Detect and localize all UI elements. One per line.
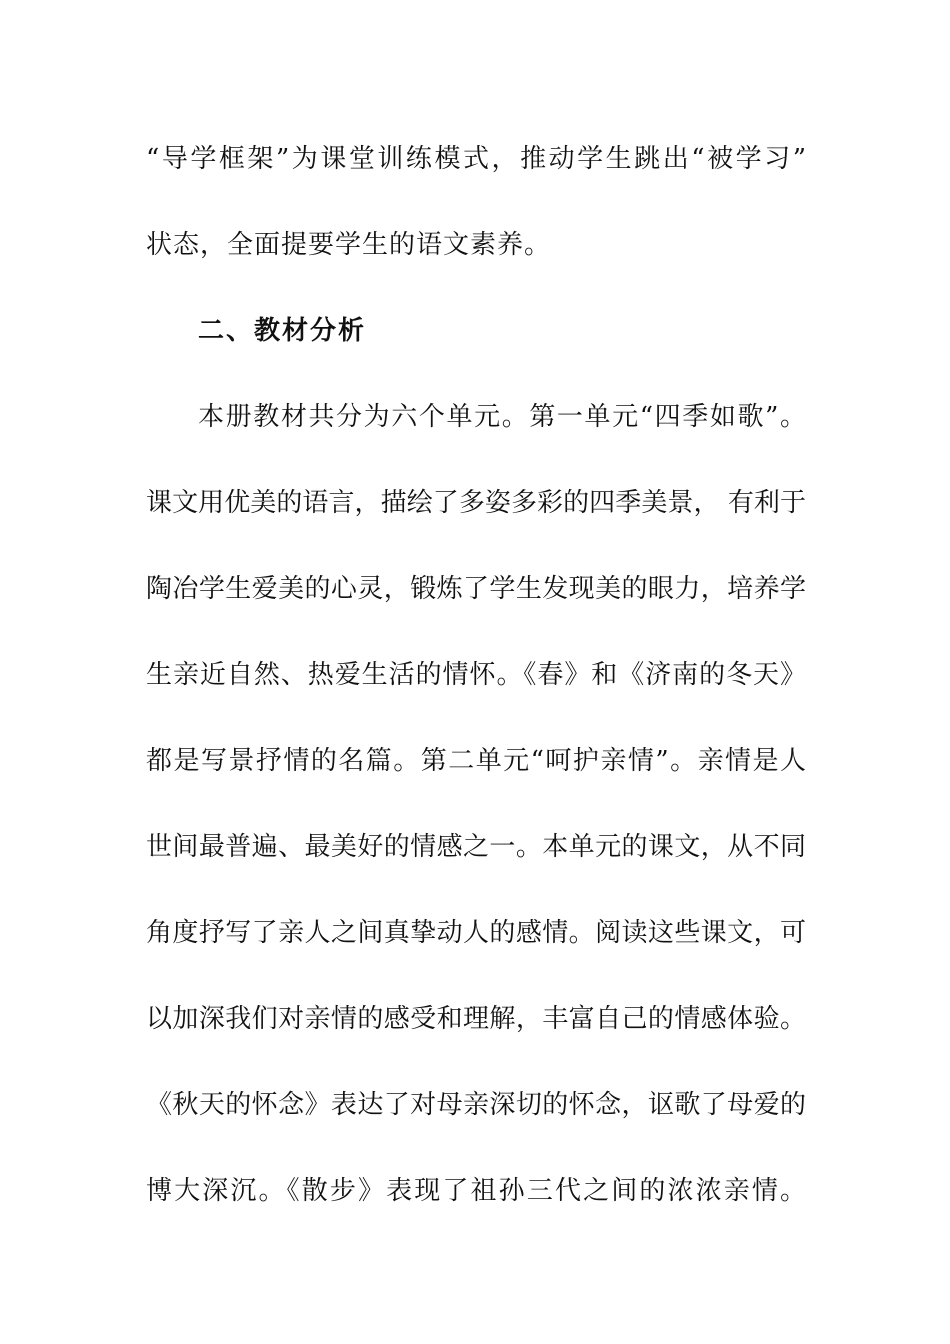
paragraph-line: 状态，全面提要学生的语文素养。 [146,230,552,260]
paragraph-line: 博大深沉。《散步》表现了祖孙三代之间的浓浓亲情。 [146,1176,806,1206]
paragraph-line: 生亲近自然、热爱生活的情怀。《春》和《济南的冬天》 [146,660,806,690]
paragraph-line: 陶冶学生爱美的心灵，锻炼了学生发现美的眼力，培养学 [146,574,806,604]
paragraph-line: 世间最普遍、最美好的情感之一。本单元的课文，从不同 [146,832,806,862]
paragraph-line: 《秋天的怀念》表达了对母亲深切的怀念，讴歌了母爱的 [146,1090,806,1120]
paragraph-line: “导学框架”为课堂训练模式，推动学生跳出“被学习” [146,144,806,174]
section-heading: 二、教材分析 [198,316,367,346]
paragraph-line: 角度抒写了亲人之间真挚动人的感情。阅读这些课文，可 [146,918,806,948]
paragraph-line: 以加深我们对亲情的感受和理解，丰富自己的情感体验。 [146,1004,806,1034]
paragraph-line: 课文用优美的语言，描绘了多姿多彩的四季美景， 有利于 [146,488,806,518]
paragraph-line: 本册教材共分为六个单元。第一单元“四季如歌”。 [198,402,806,432]
paragraph-line: 都是写景抒情的名篇。第二单元“呵护亲情”。亲情是人 [146,746,806,776]
